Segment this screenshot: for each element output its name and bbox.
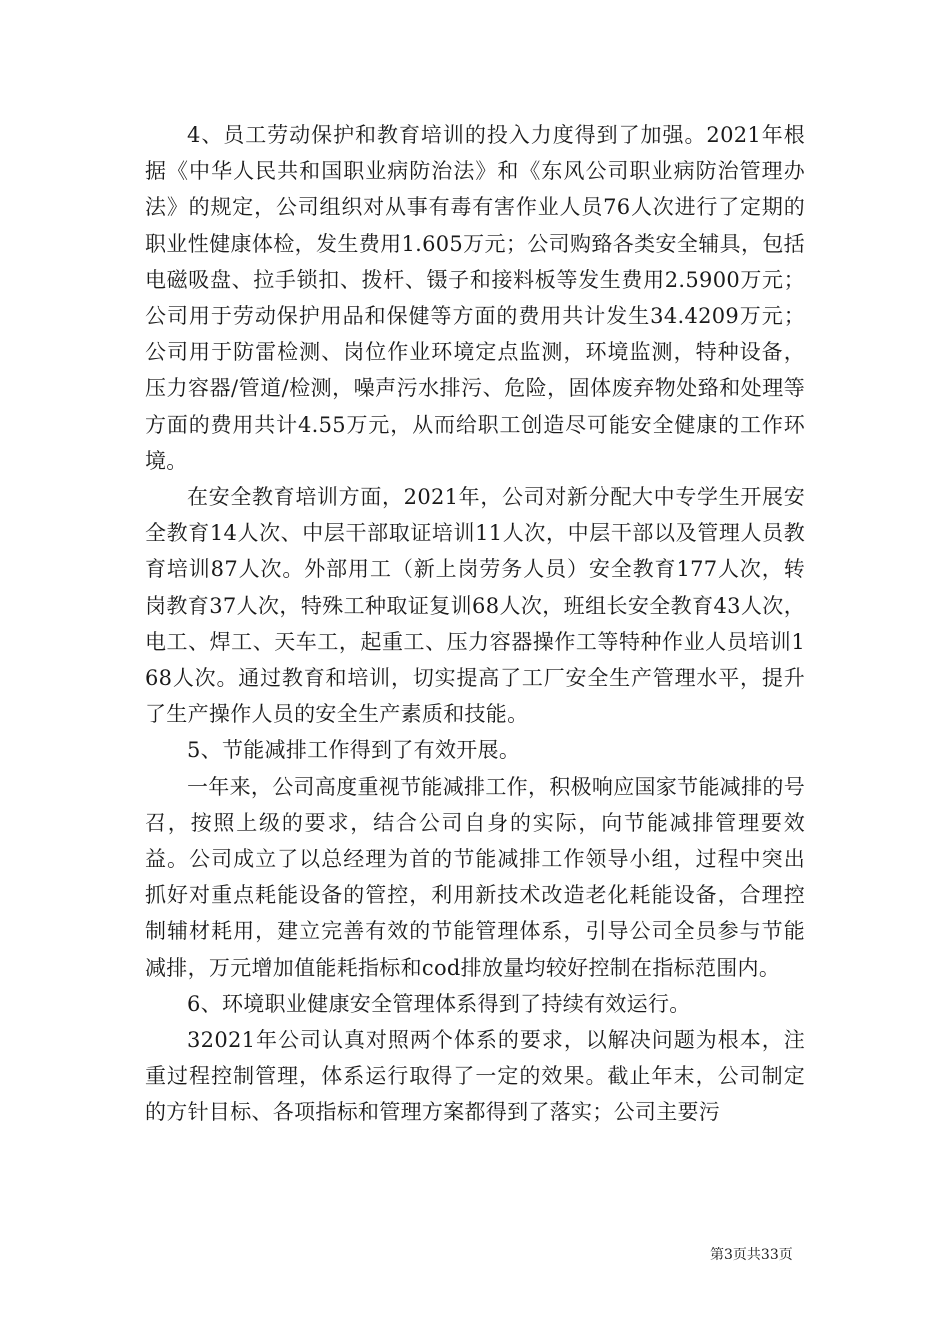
paragraph-labor-protection: 4、员工劳动保护和教育培训的投入力度得到了加强。2021年根据《中华人民共和国职业病防治法》和《东风公司职业病防治管理办法》的规定，公司组织对从事有毒有害作业人员76人次进行了定期的职业性健康体检，发生费用1.605万元；公司购臵各类安全辅具，包括电磁吸盘、拉手锁扣、拨杆、镊子和接料板等发生费用2.5900万元；公司用于劳动保护用品和保健等方面的费用共计发生34.4209万元；公司用于防雷检测、岗位作业环境定点监测，环境监测，特种设备，压力容器/管道/检测，噪声污水排污、危险，固体废弃物处臵和处理等方面的费用共计4.55万元，从而给职工创造尽可能安全健康的工作环境。	[145, 123, 805, 473]
paragraph-energy-saving: 一年来，公司高度重视节能减排工作，积极响应国家节能减排的号召，按照上级的要求，结合公司自身的实际，向节能减排管理要效益。公司成立了以总经理为首的节能减排工作领导小组，过程中突出抓好对重点耗能设备的管控，利用新技术改造老化耗能设备，合理控制辅材耗用，建立完善有效的节能管理体系，引导公司全员参与节能减排，万元增加值能耗指标和cod排放量均较好控制在指标范围内。	[145, 774, 805, 980]
paragraph-energy-heading: 5、节能减排工作得到了有效开展。	[187, 738, 521, 763]
page-number: 第3页共33页	[710, 1247, 793, 1263]
paragraph-safety-training: 在安全教育培训方面，2021年，公司对新分配大中专学生开展安全教育14人次、中层干部取证培训11人次，中层干部以及管理人员教育培训87人次。外部用工（新上岗劳务人员）安全教育177人次，转岗教育37人次，特殊工种取证复训68人次，班组长安全教育43人次，电工、焊工、天车工，起重工、压力容器操作工等特种作业人员培训168人次。通过教育和培训，切实提高了工厂安全生产管理水平，提升了生产操作人员的安全生产素质和技能。	[145, 485, 805, 727]
paragraph-management-system: 32021年公司认真对照两个体系的要求，以解决问题为根本，注重过程控制管理，体系运行取得了一定的效果。截止年末，公司制定的方针目标、各项指标和管理方案都得到了落实；公司主要污	[145, 1028, 805, 1125]
paragraph-management-system-heading: 6、环境职业健康安全管理体系得到了持续有效运行。	[187, 991, 691, 1016]
document-body	[145, 117, 805, 1131]
